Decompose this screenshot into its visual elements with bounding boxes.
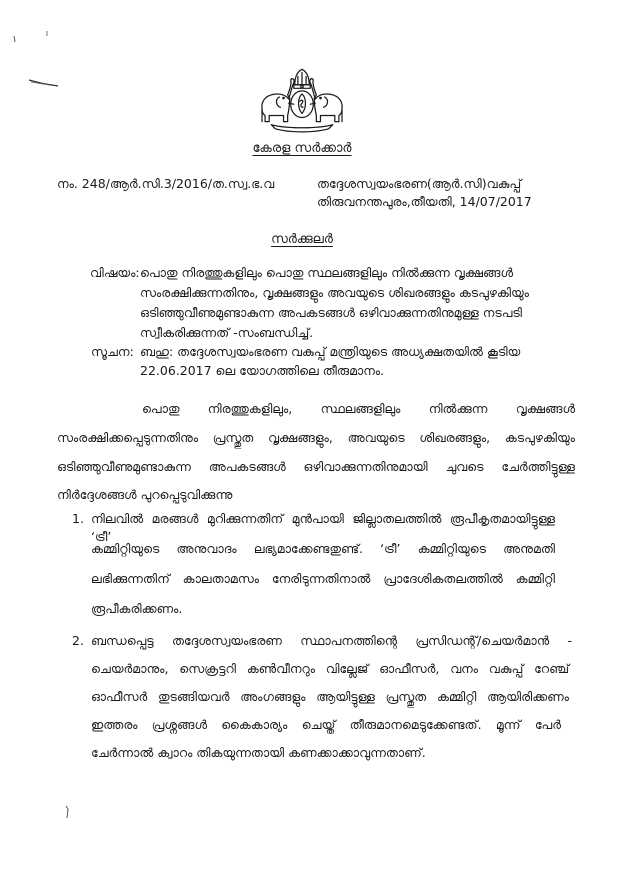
instruction-line: ഇത്തരം പ്രശ്നങ്ങൾ കൈകാര്യം ചെയ്ത് തീരുമാനമെടുക്കേണ്ടത്. മൂന്ന് പേർ [91,717,561,732]
body-paragraph-line: പൊതു നിരത്തുകളിലും, സ്ഥലങ്ങളിലും നിൽക്കുന്ന വൃക്ഷങ്ങൾ [142,401,575,416]
body-paragraph-line: നിർദ്ദേശങ്ങൾ പുറപ്പെടുവിക്കുന്നു [57,487,233,502]
instruction-number: 1. [72,511,84,526]
instruction-number: 2. [72,633,84,648]
reference-number: നം. 248/ആർ.സി.3/2016/ത.സ്വ.ഭ.വ [57,176,275,191]
kerala-state-emblem-icon [250,56,354,136]
instruction-line: ബന്ധപ്പെട്ട തദ്ദേശസ്വയംഭരണ സ്ഥാപനത്തിന്റെ പ്രസിഡന്റ്/ചെയർമാൻ - [91,633,572,648]
instruction-line: ലഭിക്കുന്നതിന് കാലതാമസം നേരിടുന്നതിനാൽ പ്രാദേശികതലത്തിൽ കമ്മിറ്റി [91,571,555,586]
subject-line: സംരക്ഷിക്കുന്നതിനും, വൃക്ഷങ്ങളും അവയുടെ ശിഖരങ്ങളും കടപുഴകിയും [140,285,530,300]
stray-tick-mark [66,806,68,818]
conch-icon [299,94,306,113]
body-paragraph-line: സംരക്ഷിക്കപ്പെടുന്നതിനും പ്രസ്തുത വൃക്ഷങ്ങളും, അവയുടെ ശിഖരങ്ങളും, കടപുഴകിയും [57,430,575,445]
elephant-left-icon [262,79,294,122]
instruction-line: കമ്മിറ്റിയുടെ അനുവാദം ലഭ്യമാക്കേണ്ടതുണ്ട്. ‘ട്രീ’ കമ്മിറ്റിയുടെ അനുമതി [91,541,555,556]
instruction-line: ചെയർമാനും, സെക്രട്ടറി കൺവീനറും വില്ലേജ് ഓഫീസർ, വനം വകുപ്പ് റേഞ്ച് [91,661,569,676]
instruction-line: രൂപീകരിക്കണം. [91,601,183,616]
subject-line: ഒടിഞ്ഞുവീണുമുണ്ടാകുന്ന അപകടങ്ങൾ ഒഴിവാക്കുന്നതിനുമുള്ള നടപടി [140,305,522,320]
instruction-line: ഓഫീസർ തുടങ്ങിയവർ അംഗങ്ങളും ആയിട്ടുള്ള പ്രസ്തുത കമ്മിറ്റി ആയിരിക്കണം [91,689,569,704]
circular-heading: സർക്കുലർ [271,232,333,247]
dharma-chakra-icon [301,85,303,87]
place-and-date: തിരുവനന്തപുരം,തീയതി, 14/07/2017 [317,194,532,209]
government-heading: കേരള സർക്കാർ [252,141,352,156]
elephant-right-icon [310,79,342,122]
instruction-line: ചേർന്നാൽ ക്വാറം തികയുന്നതായി കണക്കാക്കാവുന്നതാണ്. [91,745,426,760]
lion-capital-icon [295,69,309,84]
body-paragraph-line: ഒടിഞ്ഞുവീണുമുണ്ടാകുന്ന അപകടങ്ങൾ ഒഴിവാക്കുന്നതിനുമായി ചുവടെ ചേർത്തിട്ടുള്ള [57,459,575,474]
citation-line: ബഹു: തദ്ദേശസ്വയംഭരണ വകുപ്പ് മന്ത്രിയുടെ അധ്യക്ഷതയിൽ കൂടിയ [140,344,521,359]
stray-tick-mark [14,36,15,42]
subject-line: പൊതു നിരത്തുകളിലും പൊതു സ്ഥലങ്ങളിലും നിൽക്കുന്ന വൃക്ഷങ്ങൾ [140,265,513,280]
citation-label: സൂചന: [91,344,134,359]
base-scroll-icon [271,125,333,132]
pen-scribble-mark [29,80,58,86]
subject-label: വിഷയം: [90,265,140,280]
citation-line: 22.06.2017 ലെ യോഗത്തിലെ തീരുമാനം. [140,363,385,378]
pen-scribble-mark [31,82,49,85]
instruction-line: നിലവിൽ മരങ്ങൾ മുറിക്കുന്നതിന് മുൻപായി ജില്ലാതലത്തിൽ രൂപീകൃതമായിട്ടുള്ള ‘ട്രീ’ [91,511,555,544]
department-name: തദ്ദേശസ്വയംഭരണ(ആർ.സി)വകുപ്പ് [317,176,522,191]
subject-line: സ്വീകരിക്കുന്നത് -സംബന്ധിച്ച്. [140,325,314,340]
